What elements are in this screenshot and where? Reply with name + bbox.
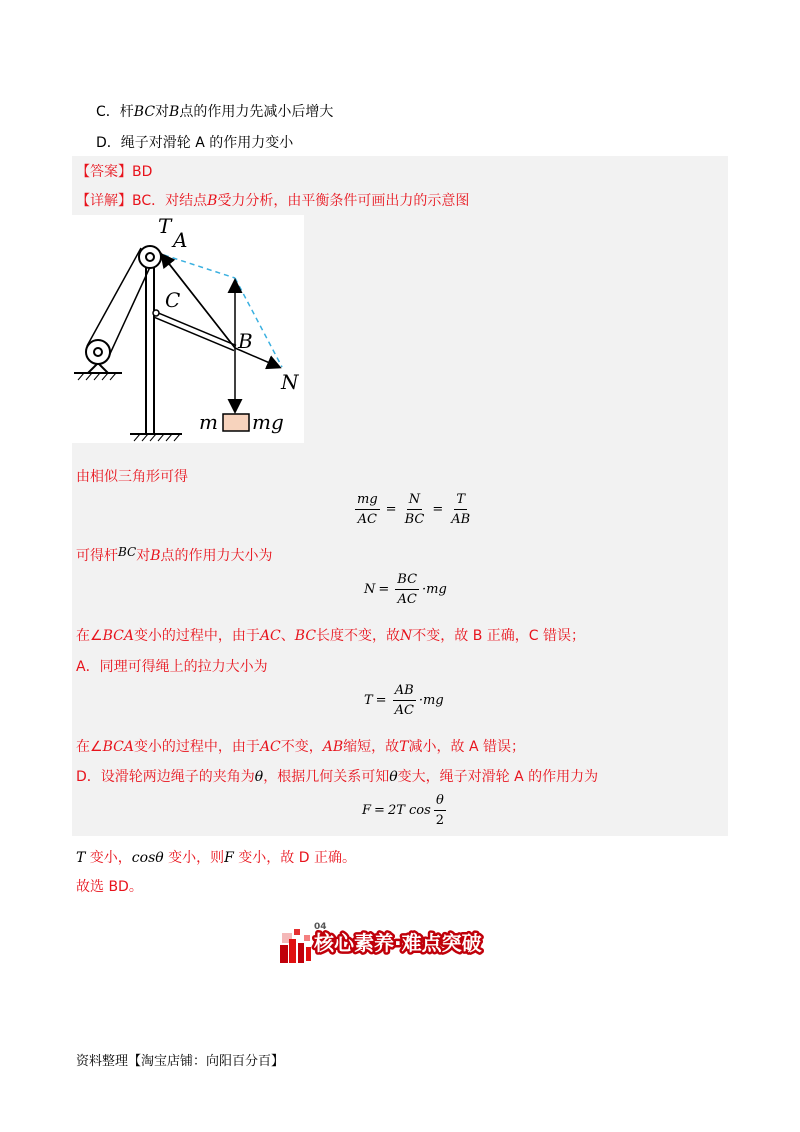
detail-line: 【详解】BC．对结点B受力分析，由平衡条件可画出力的示意图 bbox=[76, 193, 470, 209]
footer-source: 资料整理【淘宝店铺：向阳百分百】 bbox=[76, 1054, 285, 1069]
label-mg: mg bbox=[252, 410, 284, 434]
banner-tag: 04 bbox=[314, 922, 327, 932]
label-n: N bbox=[281, 370, 299, 394]
option-d: D．绳子对滑轮 A 的作用力变小 bbox=[96, 135, 294, 151]
similar-triangles-line: 由相似三角形可得 bbox=[76, 469, 188, 485]
frac-t-ab: $\frac{T}{AB}$ bbox=[451, 492, 471, 527]
force-diagram bbox=[72, 215, 304, 443]
answer-line: 【答案】BD bbox=[76, 164, 153, 180]
formula-f: F = 2T cos $\frac{\theta}{2}$ bbox=[362, 793, 445, 828]
label-b: B bbox=[238, 329, 253, 353]
t-change-line: T 变小，cosθ 变小，则F 变小，故 D 正确。 bbox=[76, 850, 356, 866]
label-t: T bbox=[158, 215, 172, 238]
formula-similar: $\frac{mg}{AC}$ = $\frac{N}{BC}$ = $\frac{T}{AB}$ bbox=[357, 492, 471, 527]
label-c: C bbox=[165, 288, 181, 312]
formula-n: N = $\frac{BC}{AC}$ ·mg bbox=[364, 572, 447, 607]
dashed-line-top bbox=[164, 255, 235, 278]
dashed-line-right bbox=[235, 278, 282, 367]
mass-block bbox=[223, 414, 249, 431]
conclusion-line: 故选 BD。 bbox=[76, 879, 143, 895]
banner-graphic bbox=[280, 917, 520, 969]
frac-n-bc: $\frac{N}{BC}$ bbox=[404, 492, 425, 527]
vertical-pole bbox=[146, 265, 154, 434]
label-a: A bbox=[173, 228, 188, 252]
rope-left-2 bbox=[109, 267, 150, 356]
rod-bc-inner bbox=[156, 315, 235, 348]
banner-title: 核心素养·难点突破 bbox=[314, 931, 482, 955]
winch-hatch bbox=[78, 373, 116, 380]
d-line: D．设滑轮两边绳子的夹角为θ，根据几何关系可知θ变大，绳子对滑轮 A 的作用力为 bbox=[76, 769, 599, 785]
frac-ab-ac: $\frac{AB}{AC}$ bbox=[394, 683, 414, 718]
a-line: A．同理可得绳上的拉力大小为 bbox=[76, 659, 268, 675]
force-diagram-svg bbox=[72, 215, 304, 443]
option-c: C．杆BC对B点的作用力先减小后增大 bbox=[96, 104, 334, 120]
rod-force-line: 可得杆BC对B点的作用力大小为 bbox=[76, 545, 273, 564]
bca-line-2: 在∠BCA变小的过程中，由于AC不变，AB缩短，故T减小，故 A 错误； bbox=[76, 739, 525, 755]
bca-line-1: 在∠BCA变小的过程中，由于AC、BC长度不变，故N不变，故 B 正确，C 错误； bbox=[76, 628, 586, 644]
frac-theta-2: $\frac{\theta}{2}$ bbox=[435, 793, 445, 828]
label-m: m bbox=[199, 410, 218, 434]
pulley-axle bbox=[146, 253, 154, 261]
winch-axle bbox=[94, 348, 102, 356]
frac-mg-ac: $\frac{mg}{AC}$ bbox=[357, 492, 378, 527]
ground-hatch bbox=[134, 434, 180, 441]
frac-bc-ac: $\frac{BC}{AC}$ bbox=[397, 572, 418, 607]
hinge-c bbox=[153, 310, 159, 316]
rope-left-1 bbox=[87, 248, 141, 346]
section-banner bbox=[280, 917, 520, 969]
formula-t: T = $\frac{AB}{AC}$ ·mg bbox=[364, 683, 444, 718]
